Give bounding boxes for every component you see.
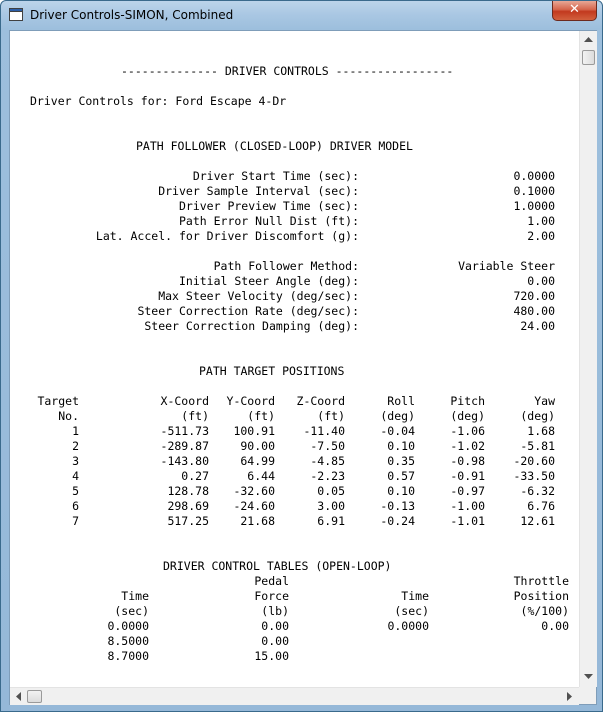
param-label: Steer Correction Damping (deg): bbox=[144, 319, 359, 333]
param-label: Steer Correction Rate (deg/sec): bbox=[137, 304, 359, 318]
target-cell: -5.81 bbox=[520, 439, 555, 453]
vertical-scrollbar[interactable] bbox=[579, 31, 597, 687]
target-column-header: (ft) bbox=[181, 409, 209, 423]
target-cell: 6.91 bbox=[317, 514, 345, 528]
target-cell: 128.78 bbox=[167, 484, 209, 498]
throttle-table-header: (sec) bbox=[394, 604, 429, 618]
param-label: Path Error Null Dist (ft): bbox=[178, 214, 359, 228]
target-cell: -32.60 bbox=[233, 484, 275, 498]
target-cell: -11.40 bbox=[303, 424, 345, 438]
param-value: 0.1000 bbox=[513, 184, 555, 198]
target-cell: -20.60 bbox=[513, 454, 555, 468]
target-cell: -4.85 bbox=[310, 454, 345, 468]
target-cell: 4 bbox=[72, 469, 79, 483]
pedal-table-cell: 0.0000 bbox=[107, 619, 149, 633]
target-cell: 0.57 bbox=[387, 469, 415, 483]
app-icon bbox=[9, 8, 23, 21]
target-cell: -0.24 bbox=[380, 514, 415, 528]
title-bar[interactable] bbox=[1, 1, 602, 30]
target-cell: -1.02 bbox=[450, 439, 485, 453]
scroll-down-arrow-icon[interactable] bbox=[584, 674, 593, 680]
target-cell: -0.13 bbox=[380, 499, 415, 513]
param-value: 0.0000 bbox=[513, 169, 555, 183]
param-label: Path Follower Method: bbox=[213, 259, 359, 273]
throttle-table-header: Time bbox=[401, 589, 429, 603]
param-value: 480.00 bbox=[513, 304, 555, 318]
pedal-table-cell: 15.00 bbox=[254, 649, 289, 663]
target-cell: 0.05 bbox=[317, 484, 345, 498]
target-cell: 7 bbox=[72, 514, 79, 528]
param-value: Variable Steer bbox=[458, 259, 555, 273]
target-cell: 12.61 bbox=[520, 514, 555, 528]
target-cell: 6 bbox=[72, 499, 79, 513]
target-cell: -1.00 bbox=[450, 499, 485, 513]
target-cell: 517.25 bbox=[167, 514, 209, 528]
target-column-header: Z-Coord bbox=[296, 394, 345, 408]
target-cell: 2 bbox=[72, 439, 79, 453]
pedal-table-header: Pedal bbox=[254, 574, 289, 588]
target-cell: -1.06 bbox=[450, 424, 485, 438]
target-cell: 0.10 bbox=[387, 439, 415, 453]
report-view bbox=[9, 30, 597, 705]
param-label: Max Steer Velocity (deg/sec): bbox=[158, 289, 359, 303]
target-cell: 0.10 bbox=[387, 484, 415, 498]
target-column-header: X-Coord bbox=[160, 394, 209, 408]
scroll-up-arrow-icon[interactable] bbox=[584, 36, 593, 42]
target-cell: -143.80 bbox=[160, 454, 209, 468]
target-cell: 21.68 bbox=[240, 514, 275, 528]
report-header: -------------- DRIVER CONTROLS ----------------- bbox=[121, 64, 454, 78]
target-column-header: (ft) bbox=[247, 409, 275, 423]
target-cell: -24.60 bbox=[233, 499, 275, 513]
pedal-table-cell: 8.7000 bbox=[107, 649, 149, 663]
param-value: 720.00 bbox=[513, 289, 555, 303]
param-label: Driver Start Time (sec): bbox=[192, 169, 359, 183]
target-cell: 3 bbox=[72, 454, 79, 468]
throttle-table-cell: 0.0000 bbox=[387, 619, 429, 633]
param-label: Driver Sample Interval (sec): bbox=[158, 184, 359, 198]
scrollbar-corner bbox=[579, 687, 596, 704]
param-label: Lat. Accel. for Driver Discomfort (g): bbox=[95, 229, 359, 243]
target-cell: 6.44 bbox=[247, 469, 275, 483]
pedal-table-header: Time bbox=[121, 589, 149, 603]
target-column-header: Roll bbox=[387, 394, 415, 408]
target-cell: -0.04 bbox=[380, 424, 415, 438]
target-cell: 100.91 bbox=[233, 424, 275, 438]
target-column-header: Yaw bbox=[534, 394, 555, 408]
target-cell: -289.87 bbox=[160, 439, 209, 453]
scroll-right-arrow-icon[interactable] bbox=[567, 692, 573, 701]
target-column-header: No. bbox=[58, 409, 79, 423]
target-column-header: Target bbox=[37, 394, 79, 408]
target-column-header: Y-Coord bbox=[226, 394, 275, 408]
target-column-header: (deg) bbox=[450, 409, 485, 423]
pedal-table-header: Force bbox=[254, 589, 289, 603]
target-cell: -7.50 bbox=[310, 439, 345, 453]
param-value: 24.00 bbox=[520, 319, 555, 333]
horizontal-scroll-thumb[interactable] bbox=[27, 690, 42, 703]
target-cell: -2.23 bbox=[310, 469, 345, 483]
param-label: Initial Steer Angle (deg): bbox=[178, 274, 359, 288]
param-value: 2.00 bbox=[527, 229, 555, 243]
scroll-left-arrow-icon[interactable] bbox=[15, 692, 21, 701]
target-column-header: (ft) bbox=[317, 409, 345, 423]
pedal-table-cell: 0.00 bbox=[261, 634, 289, 648]
target-column-header: (deg) bbox=[520, 409, 555, 423]
target-cell: 3.00 bbox=[317, 499, 345, 513]
vehicle-line: Driver Controls for: Ford Escape 4-Dr bbox=[30, 94, 287, 108]
path-targets-title: PATH TARGET POSITIONS bbox=[199, 364, 345, 378]
param-value: 0.00 bbox=[527, 274, 555, 288]
target-cell: -0.98 bbox=[450, 454, 485, 468]
throttle-table-header: Position bbox=[513, 589, 569, 603]
target-column-header: (deg) bbox=[380, 409, 415, 423]
pedal-table-cell: 0.00 bbox=[261, 619, 289, 633]
target-column-header: Pitch bbox=[450, 394, 485, 408]
target-cell: 5 bbox=[72, 484, 79, 498]
pedal-table-header: (sec) bbox=[114, 604, 149, 618]
target-cell: -33.50 bbox=[513, 469, 555, 483]
target-cell: 6.76 bbox=[527, 499, 555, 513]
window-title: Driver Controls-SIMON, Combined bbox=[30, 8, 234, 22]
target-cell: -0.91 bbox=[450, 469, 485, 483]
target-cell: 1 bbox=[72, 424, 79, 438]
target-cell: 90.00 bbox=[240, 439, 275, 453]
report-text bbox=[10, 31, 579, 687]
target-cell: 298.69 bbox=[167, 499, 209, 513]
param-label: Driver Preview Time (sec): bbox=[178, 199, 359, 213]
target-cell: 64.99 bbox=[240, 454, 275, 468]
target-cell: 0.27 bbox=[181, 469, 209, 483]
path-follower-title: PATH FOLLOWER (CLOSED-LOOP) DRIVER MODEL bbox=[136, 139, 413, 153]
pedal-table-cell: 8.5000 bbox=[107, 634, 149, 648]
throttle-table-header: (%/100) bbox=[520, 604, 569, 618]
control-tables-title: DRIVER CONTROL TABLES (OPEN-LOOP) bbox=[163, 559, 392, 573]
horizontal-scrollbar[interactable] bbox=[10, 687, 579, 705]
target-cell: -0.97 bbox=[450, 484, 485, 498]
target-cell: -511.73 bbox=[160, 424, 209, 438]
close-button[interactable]: ✕ bbox=[552, 1, 597, 21]
target-cell: -1.01 bbox=[450, 514, 485, 528]
target-cell: 0.35 bbox=[387, 454, 415, 468]
throttle-table-cell: 0.00 bbox=[541, 619, 569, 633]
vertical-scroll-thumb[interactable] bbox=[582, 50, 595, 65]
throttle-table-header: Throttle bbox=[513, 574, 569, 588]
target-cell: -6.32 bbox=[520, 484, 555, 498]
param-value: 1.0000 bbox=[513, 199, 555, 213]
param-value: 1.00 bbox=[527, 214, 555, 228]
pedal-table-header: (lb) bbox=[261, 604, 289, 618]
target-cell: 1.68 bbox=[527, 424, 555, 438]
